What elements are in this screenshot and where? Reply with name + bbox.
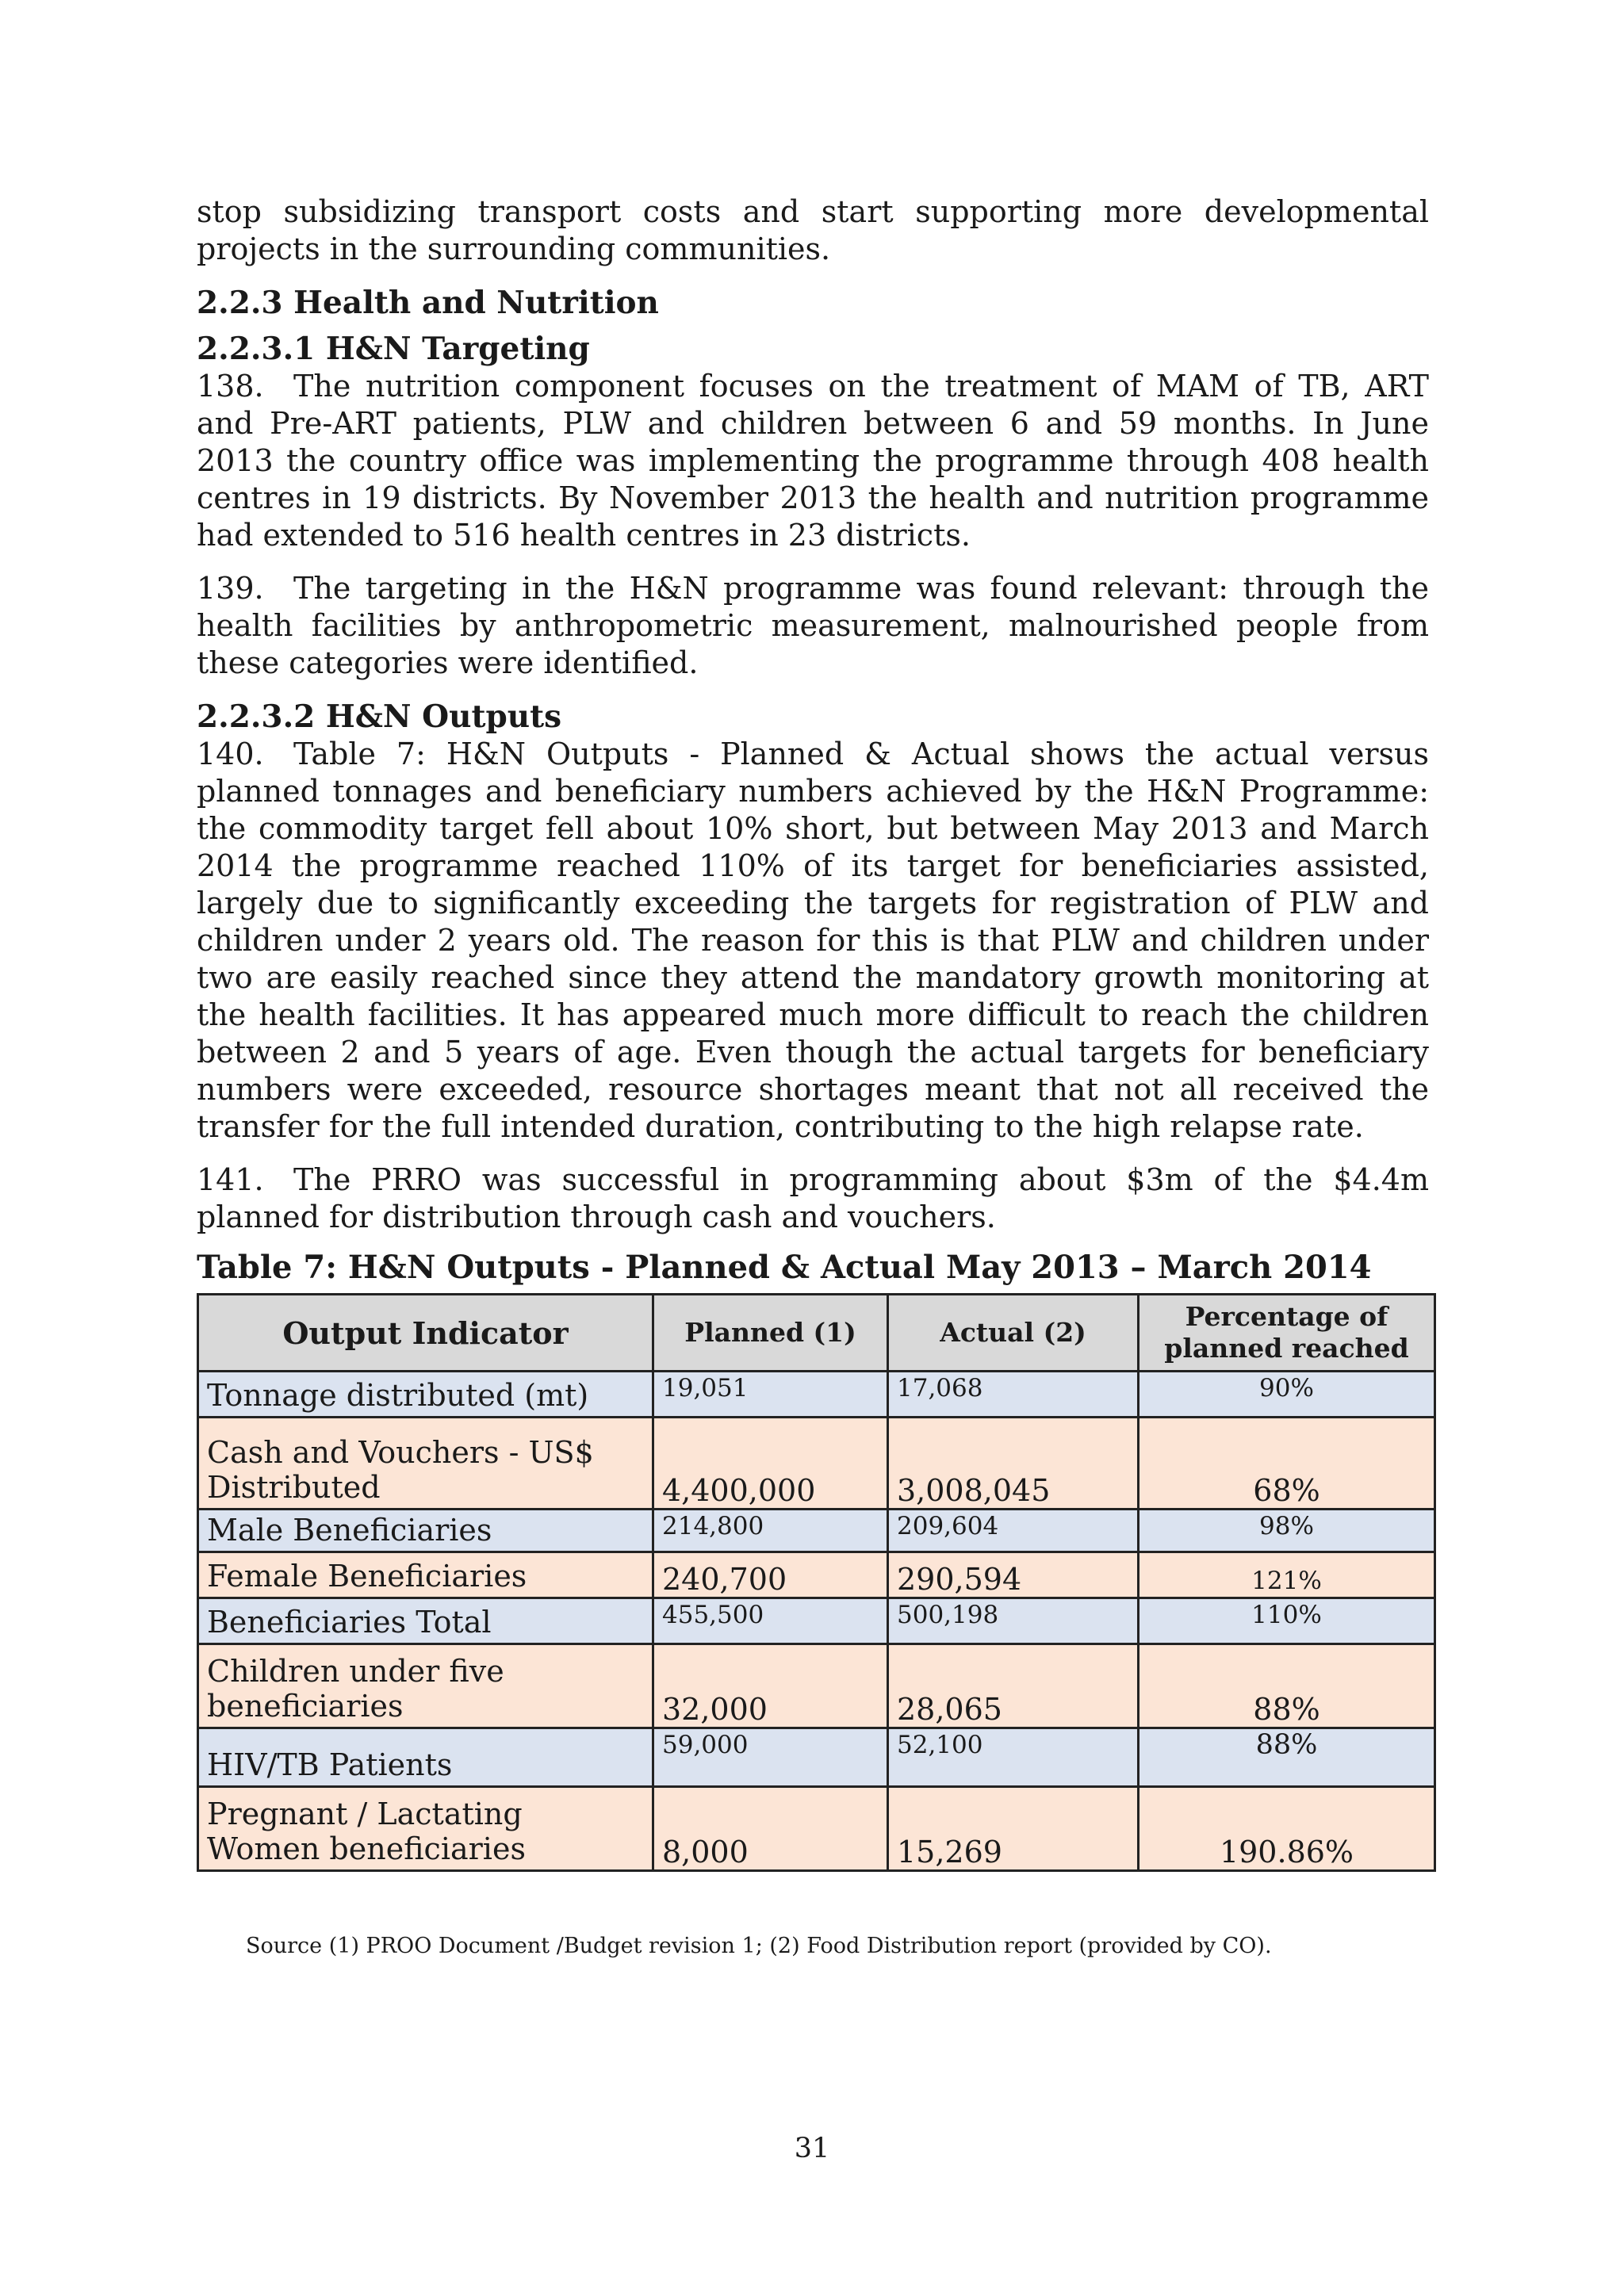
- row-label: Male Beneficiaries: [198, 1510, 653, 1552]
- row-percent: 90%: [1139, 1372, 1435, 1418]
- row-actual: 500,198: [888, 1598, 1139, 1644]
- table-row: [198, 1372, 1435, 1418]
- section-heading-hn-targeting: 2.2.3.1 H&N Targeting: [197, 331, 590, 367]
- section-heading-health-nutrition: 2.2.3 Health and Nutrition: [197, 285, 659, 321]
- row-actual: 209,604: [888, 1510, 1139, 1552]
- paragraph-number: 140.: [197, 737, 264, 771]
- row-planned: 32,000: [653, 1644, 888, 1728]
- row-actual: 28,065: [888, 1644, 1139, 1728]
- paragraph-number: 138.: [197, 369, 264, 404]
- row-label: Beneficiaries Total: [198, 1598, 653, 1644]
- table-row: [198, 1787, 1435, 1871]
- row-percent: 110%: [1139, 1598, 1435, 1644]
- row-planned: 8,000: [653, 1787, 888, 1871]
- header-planned: Planned (1): [653, 1295, 888, 1372]
- table-source-note: Source (1) PROO Document /Budget revision 1; (2) Food Distribution report (provided by CO).: [246, 1934, 1272, 1958]
- table-row: [198, 1728, 1435, 1787]
- row-actual: 52,100: [888, 1728, 1139, 1787]
- table-row: [198, 1644, 1435, 1728]
- paragraph-text: The PRRO was successful in programming about $3m of the $4.4m planned for distribution through cash and vouchers.: [197, 1162, 1429, 1234]
- paragraph-text: The nutrition component focuses on the treatment of MAM of TB, ART and Pre-ART patients, PLW and children between 6 and 59 months. In June 2013 the country office was implementing the programme through 408 health centres in 19 districts. By November 2013 the health and nutrition programme had extended to 516 health centres in 23 districts.: [197, 369, 1429, 553]
- row-planned: 19,051: [653, 1372, 888, 1418]
- row-planned: 455,500: [653, 1598, 888, 1644]
- page-content: [197, 193, 1429, 1872]
- row-label: Pregnant / Lactating Women beneficiaries: [198, 1787, 653, 1871]
- row-percent: 190.86%: [1139, 1787, 1435, 1871]
- table-header-row: [198, 1295, 1435, 1372]
- row-actual: 290,594: [888, 1552, 1139, 1598]
- paragraph-number: 139.: [197, 571, 264, 606]
- row-percent: 88%: [1139, 1644, 1435, 1728]
- paragraph-138: [197, 368, 1429, 554]
- header-actual: Actual (2): [888, 1295, 1139, 1372]
- row-percent: 98%: [1139, 1510, 1435, 1552]
- paragraph-140: [197, 736, 1429, 1146]
- section-heading-hn-outputs: 2.2.3.2 H&N Outputs: [197, 698, 562, 735]
- outputs-table: [197, 1293, 1436, 1872]
- row-label: Tonnage distributed (mt): [198, 1372, 653, 1418]
- row-actual: 17,068: [888, 1372, 1139, 1418]
- row-label: Female Beneficiaries: [198, 1552, 653, 1598]
- paragraph-text: The targeting in the H&N programme was found relevant: through the health facilities by anthropometric measurement, malnourished people from these categories were identified.: [197, 571, 1429, 680]
- table-row: [198, 1510, 1435, 1552]
- table-row: [198, 1598, 1435, 1644]
- paragraph-139: [197, 570, 1429, 682]
- paragraph-number: 141.: [197, 1162, 264, 1197]
- page-number: 31: [794, 2133, 830, 2164]
- header-output-indicator: Output Indicator: [198, 1295, 653, 1372]
- row-planned: 214,800: [653, 1510, 888, 1552]
- paragraph-141: [197, 1161, 1429, 1236]
- row-label: Cash and Vouchers - US$ Distributed: [198, 1418, 653, 1510]
- row-percent: 68%: [1139, 1418, 1435, 1510]
- table-row: [198, 1552, 1435, 1598]
- paragraph-text: Table 7: H&N Outputs - Planned & Actual shows the actual versus planned tonnages and beneficiary numbers achieved by the H&N Programme: the commodity target fell about 10% short, but between May 2013 and March 2014 the programme reached 110% of its target for beneficiaries assisted, largely due to significantly exceeding the targets for registration of PLW and children under 2 years old. The reason for this is that PLW and children under two are easily reached since they attend the mandatory growth monitoring at the health facilities. It has appeared much more difficult to reach the children between 2 and 5 years of age. Even though the actual targets for beneficiary numbers were exceeded, resource shortages meant that not all received the transfer for the full intended duration, contributing to the high relapse rate.: [197, 737, 1429, 1144]
- row-actual: 15,269: [888, 1787, 1139, 1871]
- row-planned: 240,700: [653, 1552, 888, 1598]
- table-row: [198, 1418, 1435, 1510]
- row-planned: 4,400,000: [653, 1418, 888, 1510]
- row-label: HIV/TB Patients: [198, 1728, 653, 1787]
- table-caption: Table 7: H&N Outputs - Planned & Actual May 2013 – March 2014: [197, 1249, 1372, 1286]
- row-label: Children under five beneficiaries: [198, 1644, 653, 1728]
- row-actual: 3,008,045: [888, 1418, 1139, 1510]
- row-percent: 121%: [1139, 1552, 1435, 1598]
- header-percentage: Percentage of planned reached: [1139, 1295, 1435, 1372]
- intro-paragraph: stop subsidizing transport costs and start supporting more developmental projects in the surrounding communities.: [197, 194, 1429, 266]
- row-planned: 59,000: [653, 1728, 888, 1787]
- row-percent: 88%: [1139, 1728, 1435, 1787]
